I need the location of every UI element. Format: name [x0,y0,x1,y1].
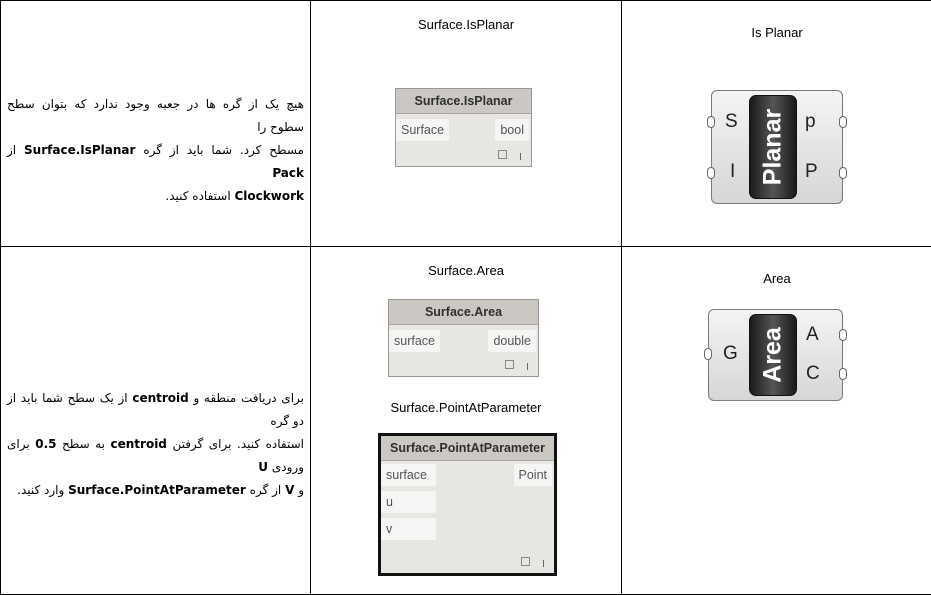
table-row [1,247,931,595]
output-port[interactable]: P [805,161,818,182]
input-port[interactable]: Surface [396,119,449,141]
preview-toggle-icon[interactable] [521,557,530,566]
is-planar-component[interactable] [711,90,843,204]
preview-toggle-icon[interactable] [505,360,514,369]
grasshopper-cell [622,1,931,247]
output-port[interactable]: p [805,111,816,132]
note-line: هیچ یک از گره ها در جعبه وجود ندارد که بتوان سطح سطوح را [7,97,304,134]
dynamo-cell [311,1,622,247]
area-note [7,387,304,502]
lacing-icon [543,560,544,567]
note-line: مسطح کرد. شما باید از گره Surface.IsPlanar از Pack [7,143,304,180]
component-core: Planar [749,95,797,199]
grasshopper-cell [622,247,931,595]
output-port[interactable]: bool [495,119,529,141]
dynamo-caption: Surface.IsPlanar [417,17,515,32]
output-grip-icon[interactable] [839,329,847,341]
is-planar-node[interactable] [395,88,532,167]
note-cell [1,1,311,247]
input-grip-icon[interactable] [704,348,712,360]
pap-caption: Surface.PointAtParameter [390,400,542,416]
note-line: برای دریافت منطقه و centroid از یک سطح شما باید از دو گره [7,391,304,429]
output-port[interactable]: A [806,324,819,346]
note-cell [1,247,311,595]
gh-caption: Is Planar [751,25,803,40]
node-title: Surface.IsPlanar [396,89,531,114]
dynamo-cell [311,247,622,595]
input-port[interactable]: G [723,343,738,365]
note-line: و V از گره Surface.PointAtParameter وارد کنید. [17,483,304,498]
preview-toggle-icon[interactable] [498,150,507,159]
node-title: Surface.PointAtParameter [381,436,554,461]
output-port[interactable]: C [806,363,820,385]
lacing-icon [527,363,528,370]
planar-note [7,93,304,208]
table-row [1,1,931,247]
input-port[interactable]: I [730,161,736,182]
node-title: Surface.Area [389,300,538,325]
lacing-icon [520,153,521,160]
output-grip-icon[interactable] [839,116,847,128]
input-port[interactable]: u [381,491,436,513]
input-port[interactable]: surface [389,330,440,352]
input-port[interactable]: v [381,518,436,540]
surface-area-node[interactable] [388,299,539,377]
point-at-parameter-node[interactable] [378,433,557,576]
area-caption: Surface.Area [428,263,504,279]
input-port[interactable]: surface [381,464,436,486]
output-grip-icon[interactable] [839,368,847,380]
gh-caption: Area [763,271,791,287]
output-port[interactable]: double [488,330,536,352]
note-line: Clockwork استفاده کنید. [165,189,304,203]
output-grip-icon[interactable] [839,167,847,179]
note-line: استفاده کنید. برای گرفتن centroid به سطح 0.5 برای ورودی U [7,437,304,475]
component-core: Area [749,314,797,396]
input-grip-icon[interactable] [707,167,715,179]
input-port[interactable]: S [725,111,738,132]
input-grip-icon[interactable] [707,116,715,128]
output-port[interactable]: Point [514,464,553,486]
area-component[interactable] [708,309,843,401]
